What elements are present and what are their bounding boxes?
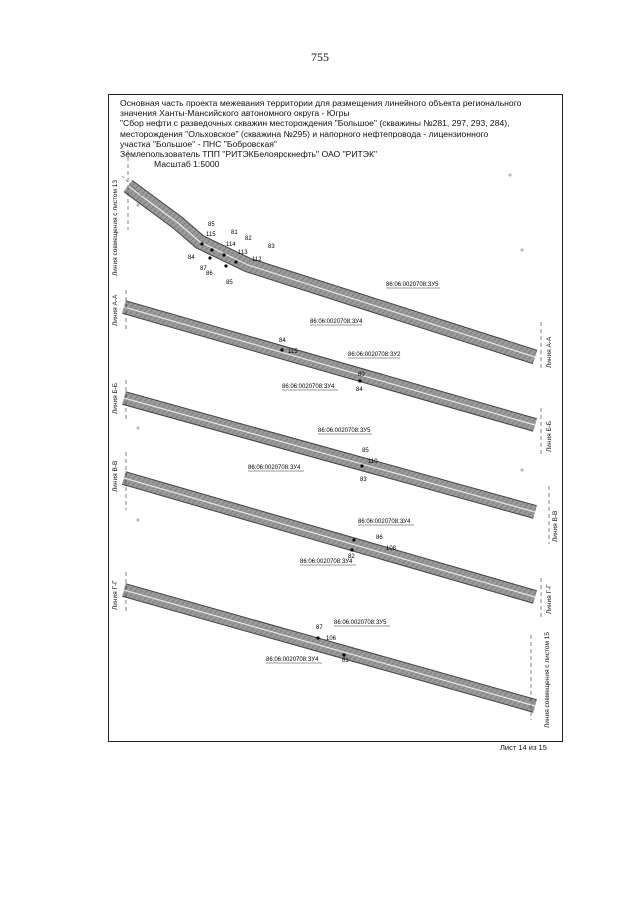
title-line-2: значения Ханты-Мансийского автономного округа - Югры	[120, 108, 350, 119]
point-number: 80	[358, 372, 365, 378]
point-number: 85	[362, 448, 369, 454]
title-line-4: месторождения "Ольховское" (скважина №295) и напорного нефтепровода - лицензионного	[120, 128, 489, 139]
section-g-right: Линия Г-Г	[546, 584, 553, 614]
parcel-label: 86:06:0020708:ЗУ5	[334, 620, 387, 626]
point-number: 85	[208, 222, 215, 228]
point-number: 83	[360, 477, 367, 483]
parcel-label: 86:06:0020708:ЗУ5	[386, 282, 439, 288]
parcel-label: 86:06:0020708:ЗУ4	[248, 465, 301, 471]
point-number: 110	[368, 459, 378, 465]
point-number: 84	[356, 387, 363, 393]
title-line-5: участка "Большое" - ПНС "Бобровская"	[120, 138, 277, 149]
point-number: 112	[252, 257, 262, 263]
title-line-1: Основная часть проекта межевания территории для размещения линейного объекта регионального	[120, 98, 522, 108]
point-number: 106	[326, 636, 337, 642]
parcel-label: 86:06:0020708:ЗУ4	[310, 319, 363, 325]
sheet-label: Лист 14 из 15	[500, 743, 547, 752]
point-number: 87	[316, 625, 323, 631]
match-line-top: Линия совмещения с листом 13	[112, 179, 119, 276]
section-a-right: Линия А-А	[546, 336, 553, 368]
section-a-left: Линия А-А	[112, 294, 119, 326]
point-number: 85	[226, 280, 233, 286]
parcel-label: 86:06:0020708:ЗУ4	[358, 519, 411, 525]
scale-label: Масштаб 1:5000	[154, 159, 220, 170]
title-line-6: Землепользователь ТПП "РИТЭКБелоярскнефть" ОАО "РИТЭК"	[120, 149, 378, 160]
point-number: 84	[279, 338, 286, 344]
parcel-label: 86:06:0020708:ЗУ2	[348, 352, 401, 358]
section-b-right: Линия Б-Б	[546, 420, 553, 452]
point-number: 81	[231, 230, 238, 236]
point-number: 115	[288, 349, 298, 355]
point-number: 86	[206, 271, 213, 277]
section-g-left: Линия Г-Г	[112, 580, 119, 610]
point-number: 84	[188, 255, 195, 261]
point-number: 108	[386, 546, 397, 552]
point-number: 114	[226, 242, 236, 248]
parcel-label: 86:06:0020708:ЗУ5	[318, 428, 371, 434]
page-number: 755	[311, 50, 329, 64]
parcel-label: 86:06:0020708:ЗУ4	[300, 559, 353, 565]
point-number: 87	[200, 266, 207, 272]
title-line-3: "Сбор нефти с разведочных скважин месторождения "Большое" (скважины №281, 297, 293, 284),	[120, 118, 510, 129]
point-number: 83	[268, 244, 275, 250]
grid-crosses	[136, 173, 524, 522]
point-number: 113	[238, 250, 248, 256]
parcel-label: 86:06:0020708:ЗУ4	[266, 657, 319, 663]
point-number: 115	[206, 232, 216, 238]
corridor-strip-5	[124, 590, 535, 706]
parcel-label: 86:06:0020708:ЗУ4	[282, 384, 335, 390]
section-v-right: Линия В-В	[552, 510, 559, 542]
match-line-bottom: Линия совмещения с листом 15	[544, 631, 551, 728]
point-number: 82	[348, 554, 355, 560]
section-b-left: Линия Б-Б	[112, 382, 119, 414]
section-v-left: Линия В-В	[112, 460, 119, 492]
point-number: 81	[342, 658, 349, 664]
point-number: 86	[376, 535, 383, 541]
point-number: 82	[245, 236, 252, 242]
